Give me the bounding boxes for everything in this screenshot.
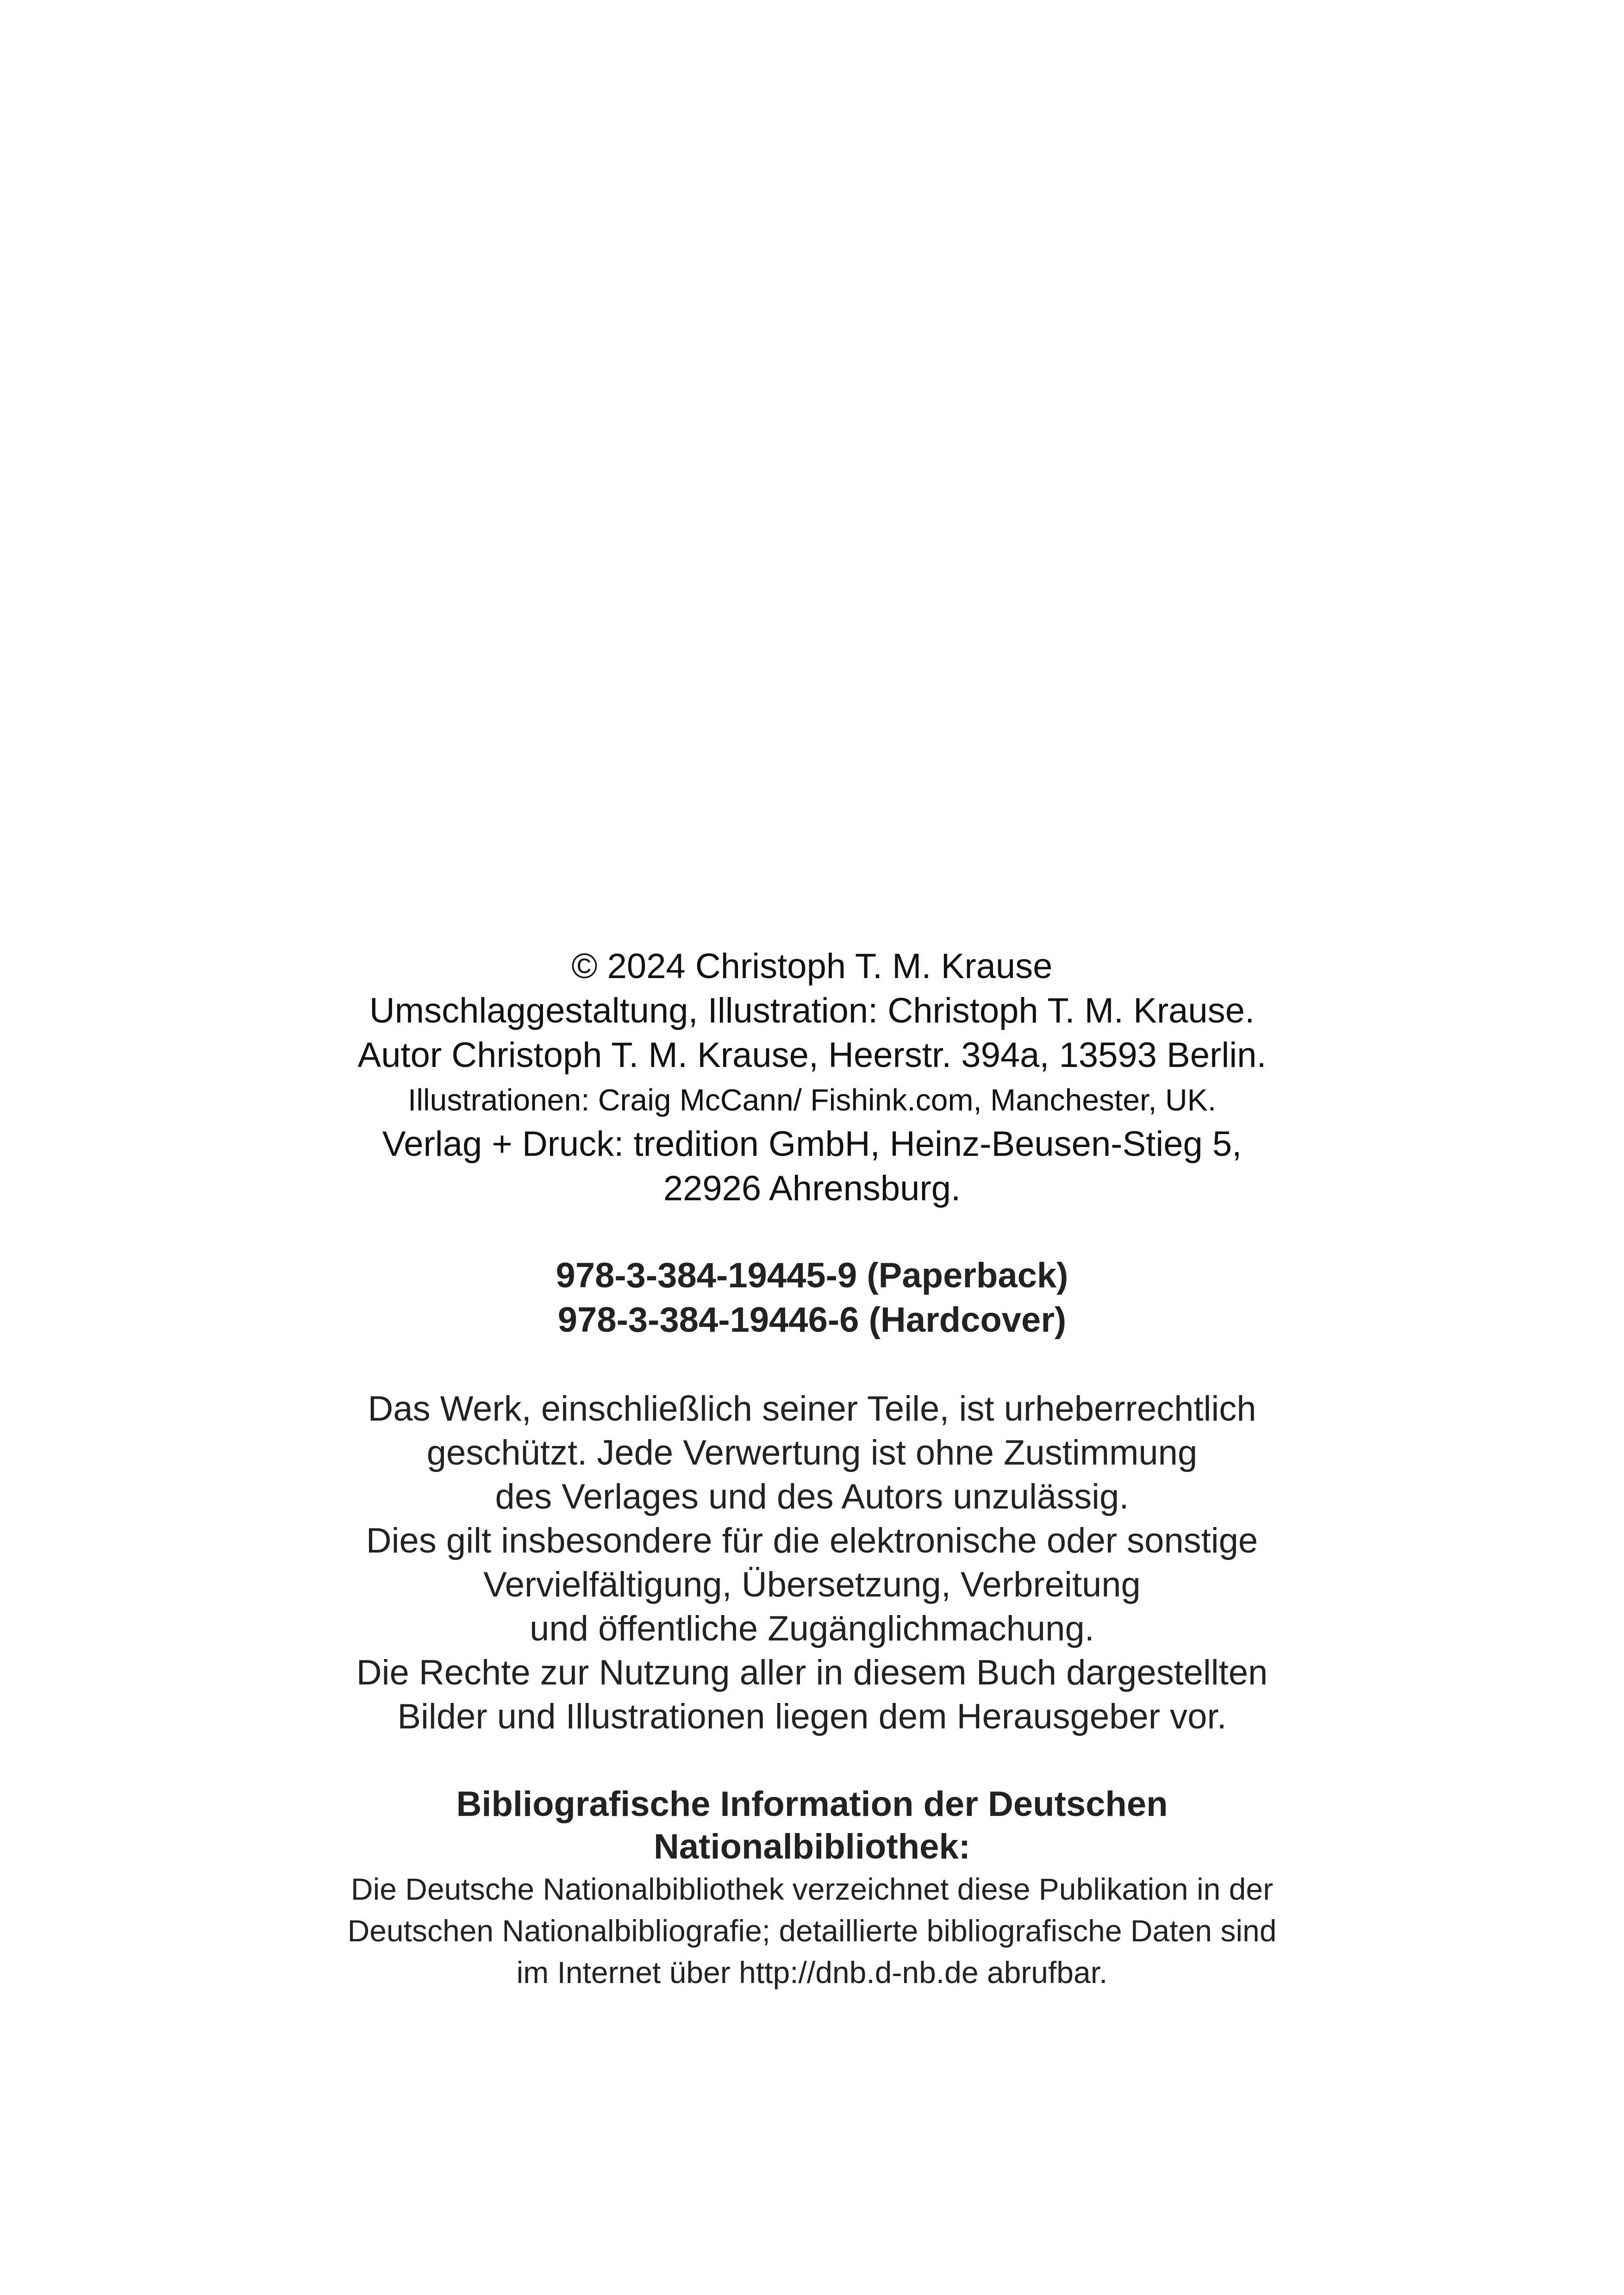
- isbn-hardcover: 978-3-384-19446-6 (Hardcover): [557, 1300, 1067, 1340]
- rights-line: Vervielfältigung, Übersetzung, Verbreitung: [483, 1565, 1141, 1604]
- bibliographic-heading-line: Bibliografische Information der Deutschen: [456, 1784, 1168, 1824]
- bibliographic-information: [0, 1783, 1624, 1993]
- rights-line: des Verlages und des Autors unzulässig.: [495, 1477, 1129, 1516]
- copyright-line: © 2024 Christoph T. M. Krause: [571, 947, 1053, 986]
- rights-line: Dies gilt insbesondere für die elektronische oder sonstige: [366, 1521, 1258, 1560]
- bibliographic-body-line: Deutschen Nationalbibliografie; detaillierte bibliografische Daten sind: [347, 1914, 1277, 1948]
- colophon: [0, 944, 1624, 1993]
- bibliographic-heading-line: Nationalbibliothek:: [654, 1827, 970, 1866]
- rights-line: Bilder und Illustrationen liegen dem Herausgeber vor.: [397, 1697, 1227, 1736]
- bibliographic-body-line: Die Deutsche Nationalbibliothek verzeichnet diese Publikation in der: [350, 1872, 1274, 1906]
- publisher-line: Verlag + Druck: tredition GmbH, Heinz-Beusen-Stieg 5,: [382, 1124, 1242, 1164]
- rights-line: geschützt. Jede Verwertung ist ohne Zustimmung: [426, 1433, 1198, 1472]
- bibliographic-body: [0, 1868, 1624, 1993]
- rights-line: Das Werk, einschließlich seiner Teile, ist urheberrechtlich: [368, 1389, 1256, 1428]
- illustrations-credit-line: Illustrationen: Craig McCann/ Fishink.com, Manchester, UK.: [407, 1083, 1216, 1117]
- publisher-city-line: 22926 Ahrensburg.: [663, 1169, 961, 1208]
- bibliographic-body-line: im Internet über http://dnb.d-nb.de abrufbar.: [516, 1955, 1108, 1989]
- author-address-line: Autor Christoph T. M. Krause, Heerstr. 394a, 13593 Berlin.: [357, 1035, 1267, 1075]
- rights-line: Die Rechte zur Nutzung aller in diesem Buch dargestellten: [356, 1653, 1268, 1692]
- isbn-paperback: 978-3-384-19445-9 (Paperback): [556, 1256, 1068, 1295]
- cover-design-line: Umschlaggestaltung, Illustration: Christoph T. M. Krause.: [369, 991, 1255, 1030]
- bibliographic-heading: [0, 1783, 1624, 1868]
- rights-line: und öffentliche Zugänglichmachung.: [530, 1609, 1094, 1648]
- rights-notice: [0, 1387, 1624, 1739]
- imprint-block: [0, 944, 1624, 1211]
- isbn-block: [0, 1254, 1624, 1342]
